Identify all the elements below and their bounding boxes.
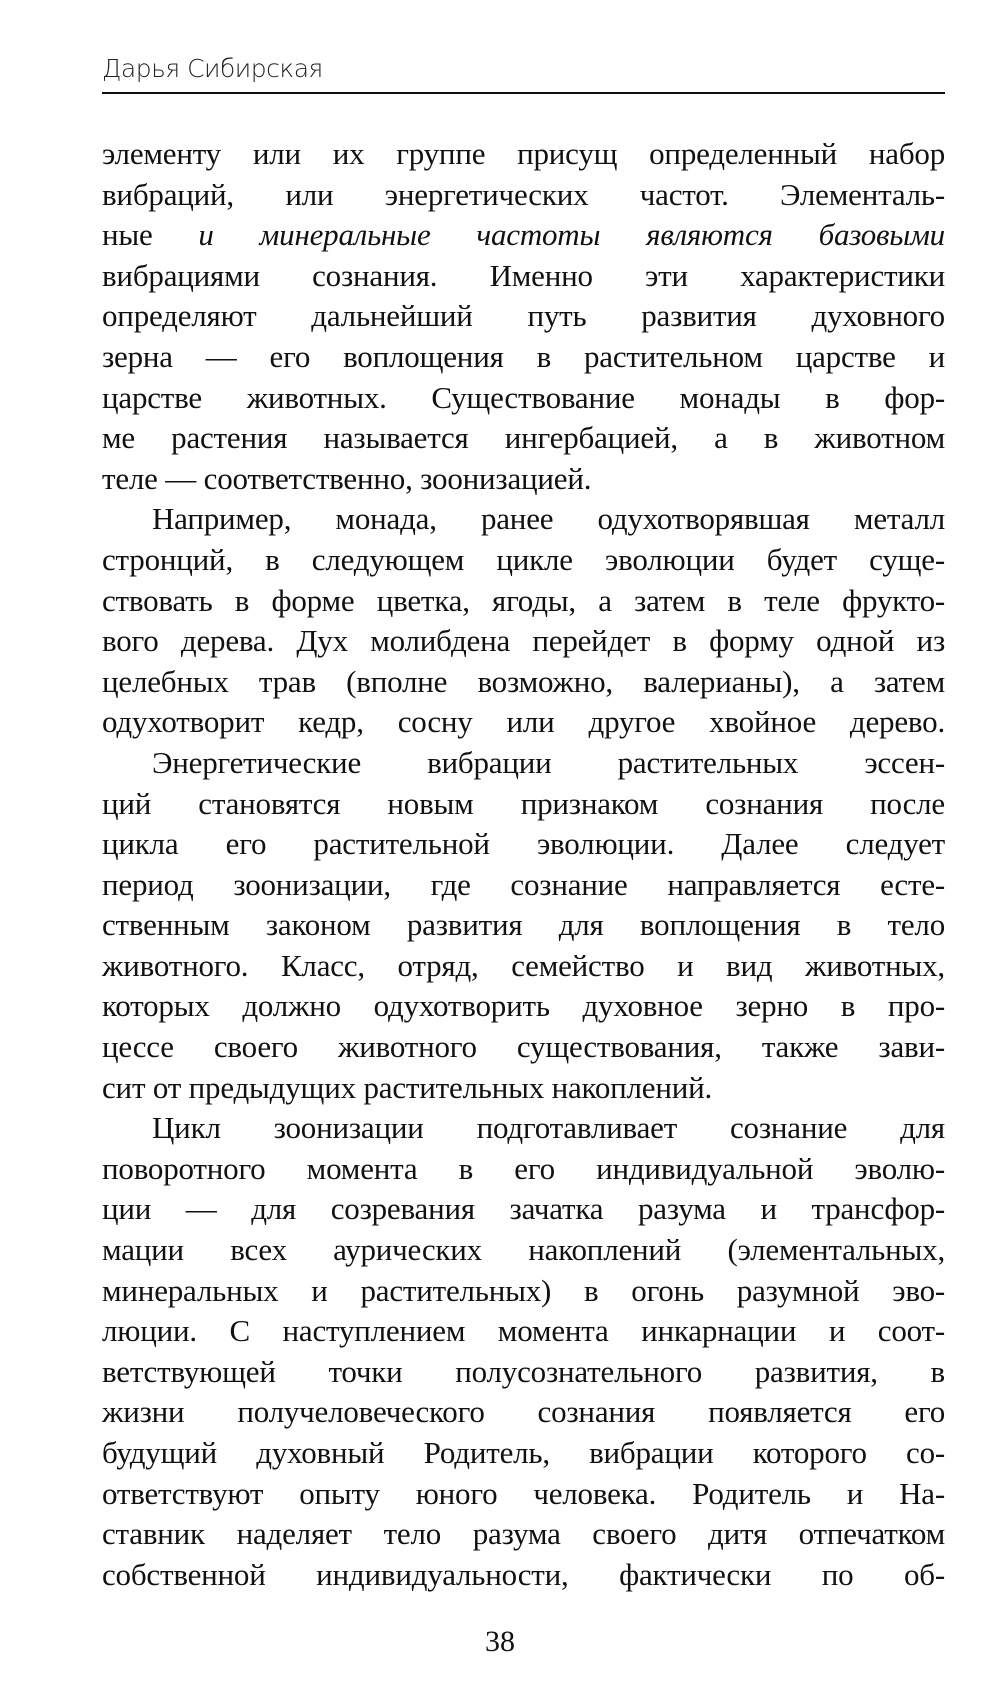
text-line: теле — соответственно, зоонизацией.	[102, 460, 592, 496]
text-line: поворотного момента в его индивидуальной эволю-	[102, 1150, 945, 1186]
text-line: которых должно одухотворить духовное зерно в про-	[102, 988, 945, 1024]
text-line: собственной индивидуальности, фактически по об-	[102, 1556, 945, 1592]
text-line: ме растения называется ингербацией, а в животном	[102, 420, 945, 456]
text-line: мации всех аурических накоплений (элементальных,	[102, 1232, 945, 1268]
text-line: ций становятся новым признаком сознания после	[102, 785, 945, 821]
body-text	[102, 134, 945, 1595]
text-line: ветствующей точки полусознательного развития, в	[102, 1353, 945, 1389]
text-line: царстве животных. Существование монады в фор-	[102, 379, 945, 415]
text-line: период зоонизации, где сознание направляется есте-	[102, 866, 945, 902]
text-line: целебных трав (вполне возможно, валерианы), а затем	[102, 663, 945, 699]
text-line: сит от предыдущих растительных накоплений.	[102, 1069, 713, 1105]
page-number: 38	[485, 1625, 515, 1658]
italic-text: и минеральные частоты являются базовыми	[198, 217, 945, 253]
text-line: животного. Класс, отряд, семейство и вид животных,	[102, 947, 945, 983]
text-line: вибрациями сознания. Именно эти характеристики	[102, 257, 945, 293]
header-rule	[102, 92, 945, 94]
text-line: элементу или их группе присущ определенный набор	[102, 136, 945, 171]
text-line: одухотворит кедр, сосну или другое хвойное дерево.	[102, 704, 945, 740]
text-line: вибраций, или энергетических частот. Элементаль-	[102, 176, 945, 212]
text-line: Энергетические вибрации растительных эссен-	[152, 744, 945, 780]
text-line: вого дерева. Дух молибдена перейдет в форму одной из	[102, 623, 945, 659]
text-line: минеральных и растительных) в огонь разумной эво-	[102, 1272, 945, 1308]
text-line: зерна — его воплощения в растительном царстве и	[102, 338, 945, 374]
text-line: ственным законом развития для воплощения в тело	[102, 907, 945, 943]
text-line	[102, 215, 945, 256]
text-line: цикла его растительной эволюции. Далее следует	[102, 826, 945, 862]
text-line: люции. С наступлением момента инкарнации и соот-	[102, 1313, 945, 1349]
text-line: ции — для созревания зачатка разума и трансфор-	[102, 1191, 945, 1227]
text-line: жизни получеловеческого сознания появляется его	[102, 1394, 945, 1430]
text-line: ствовать в форме цветка, ягоды, а затем в теле фрукто-	[102, 582, 945, 618]
text-line: стронций, в следующем цикле эволюции будет суще-	[102, 541, 945, 577]
text-line: будущий духовный Родитель, вибрации которого со-	[102, 1435, 945, 1470]
text-line: ставник наделяет тело разума своего дитя отпечатком	[102, 1516, 945, 1552]
text-line: ответствуют опыту юного человека. Родитель и На-	[102, 1475, 945, 1511]
text-line: Например, монада, ранее одухотворявшая металл	[152, 501, 945, 537]
text-segment: ные	[102, 217, 199, 253]
running-header: Дарья Сибирская	[102, 54, 323, 83]
text-line: определяют дальнейший путь развития духовного	[102, 298, 945, 334]
text-line: Цикл зоонизации подготавливает сознание для	[152, 1110, 945, 1146]
text-line: цессе своего животного существования, также зави-	[102, 1029, 945, 1065]
